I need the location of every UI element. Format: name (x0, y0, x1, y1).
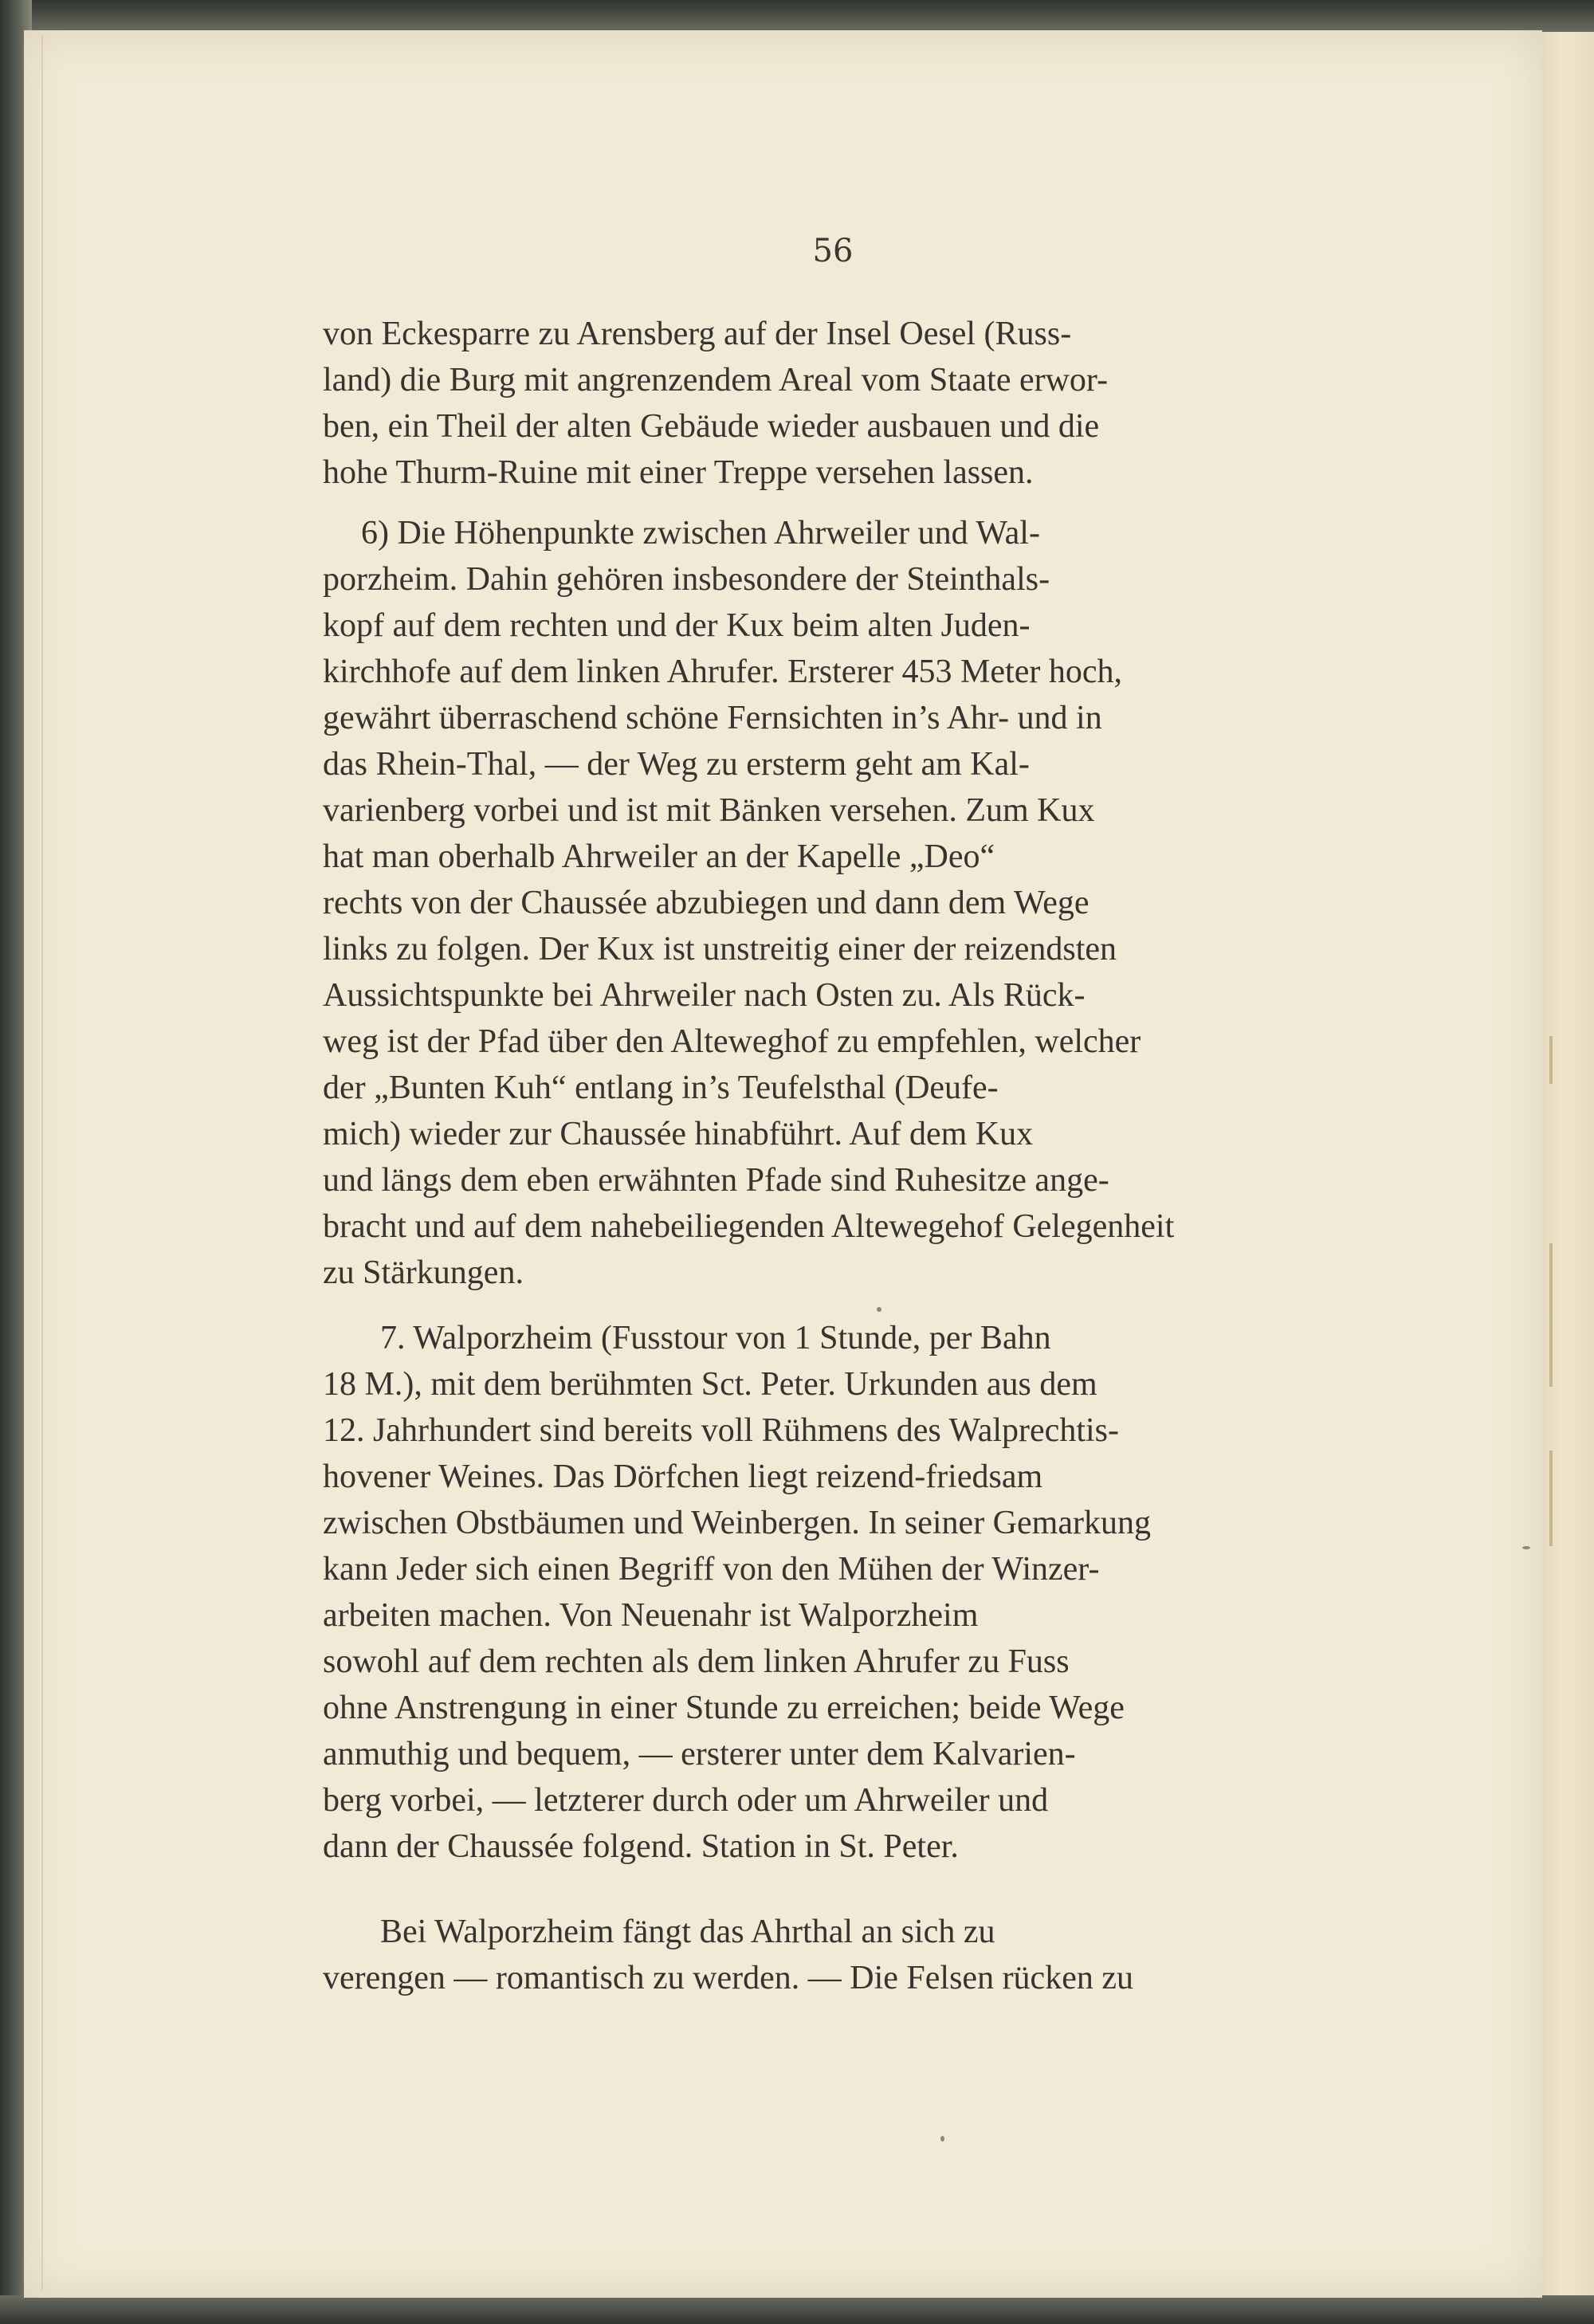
text-line: 6) Die Höhenpunkte zwischen Ahrweiler und Wal- (361, 515, 1040, 552)
text-line: kirchhofe auf dem linken Ahrufer. Ersterer 453 Meter hoch, (323, 654, 1122, 690)
text-line: der „Bunten Kuh“ entlang in’s Teufelsthal (Deufe- (323, 1070, 999, 1106)
text-line: von Eckesparre zu Arensberg auf der Insel Oesel (Russ- (323, 316, 1072, 352)
text-line: ben, ein Theil der alten Gebäude wieder ausbauen und die (323, 408, 1100, 445)
text-line: verengen — romantisch zu werden. — Die Felsen rücken zu (323, 1960, 1133, 1996)
text-line: hohe Thurm-Ruine mit einer Treppe versehen lassen. (323, 454, 1034, 491)
text-line: gewährt überraschend schöne Fernsichten in’s Ahr- und in (323, 700, 1102, 736)
text-line: dann der Chaussée folgend. Station in St. Peter. (323, 1828, 959, 1865)
paragraph-3 (323, 1315, 1337, 1870)
page-edge-mark (1549, 1036, 1553, 1084)
text-line: Bei Walporzheim fängt das Ahrthal an sich zu (380, 1914, 995, 1950)
text-line: zu Stärkungen. (323, 1254, 524, 1291)
paragraph-4 (323, 1909, 1337, 2001)
text-line: varienberg vorbei und ist mit Bänken versehen. Zum Kux (323, 792, 1095, 829)
text-line: und längs dem eben erwähnten Pfade sind Ruhesitze ange- (323, 1162, 1109, 1199)
text-line: 18 M.), mit dem berühmten Sct. Peter. Urkunden aus dem (323, 1366, 1097, 1403)
text-line: ohne Anstrengung in einer Stunde zu erreichen; beide Wege (323, 1690, 1125, 1726)
scan-background-top (0, 0, 1594, 32)
page-fold-line (41, 35, 43, 2291)
paper-speck (877, 1307, 881, 1312)
text-line: mich) wieder zur Chaussée hinabführt. Auf dem Kux (323, 1116, 1034, 1152)
text-line: das Rhein-Thal, — der Weg zu ersterm geht am Kal- (323, 746, 1030, 783)
text-line: links zu folgen. Der Kux ist unstreitig einer der reizendsten (323, 931, 1117, 968)
paper-speck (940, 2136, 944, 2141)
text-line: anmuthig und bequem, — ersterer unter dem Kalvarien- (323, 1736, 1076, 1772)
page-edge-mark (1549, 1451, 1553, 1546)
text-line: sowohl auf dem rechten als dem linken Ahrufer zu Fuss (323, 1643, 1070, 1680)
page-edge-mark (1549, 1243, 1553, 1387)
page-number: 56 (812, 233, 854, 269)
text-line: bracht und auf dem nahebeiliegenden Altewegehof Gelegenheit (323, 1208, 1175, 1245)
text-line: 12. Jahrhundert sind bereits voll Rühmens des Walprechtis- (323, 1412, 1119, 1449)
paper-speck (1522, 1546, 1530, 1549)
text-line: 7. Walporzheim (Fusstour von 1 Stunde, per Bahn (380, 1320, 1051, 1356)
text-line: arbeiten machen. Von Neuenahr ist Walporzheim (323, 1597, 979, 1634)
text-line: porzheim. Dahin gehören insbesondere der Steinthals- (323, 561, 1050, 598)
text-line: berg vorbei, — letzterer durch oder um Ahrweiler und (323, 1782, 1049, 1819)
paragraph-1 (323, 311, 1337, 496)
text-line: hat man oberhalb Ahrweiler an der Kapelle „Deo“ (323, 838, 995, 875)
text-line: weg ist der Pfad über den Alteweghof zu empfehlen, welcher (323, 1023, 1141, 1060)
paragraph-2 (323, 510, 1337, 1296)
adjacent-page-edge (1538, 32, 1594, 2295)
text-line: rechts von der Chaussée abzubiegen und dann dem Wege (323, 885, 1089, 921)
text-line: zwischen Obstbäumen und Weinbergen. In seiner Gemarkung (323, 1505, 1151, 1541)
text-line: land) die Burg mit angrenzendem Areal vom Staate erwor- (323, 362, 1109, 398)
text-line: kann Jeder sich einen Begriff von den Mühen der Winzer- (323, 1551, 1100, 1588)
scan-background-bottom (0, 2295, 1594, 2324)
text-line: Aussichtspunkte bei Ahrweiler nach Osten zu. Als Rück- (323, 977, 1086, 1014)
text-line: hovener Weines. Das Dörfchen liegt reizend-friedsam (323, 1458, 1043, 1495)
text-line: kopf auf dem rechten und der Kux beim alten Juden- (323, 607, 1031, 644)
